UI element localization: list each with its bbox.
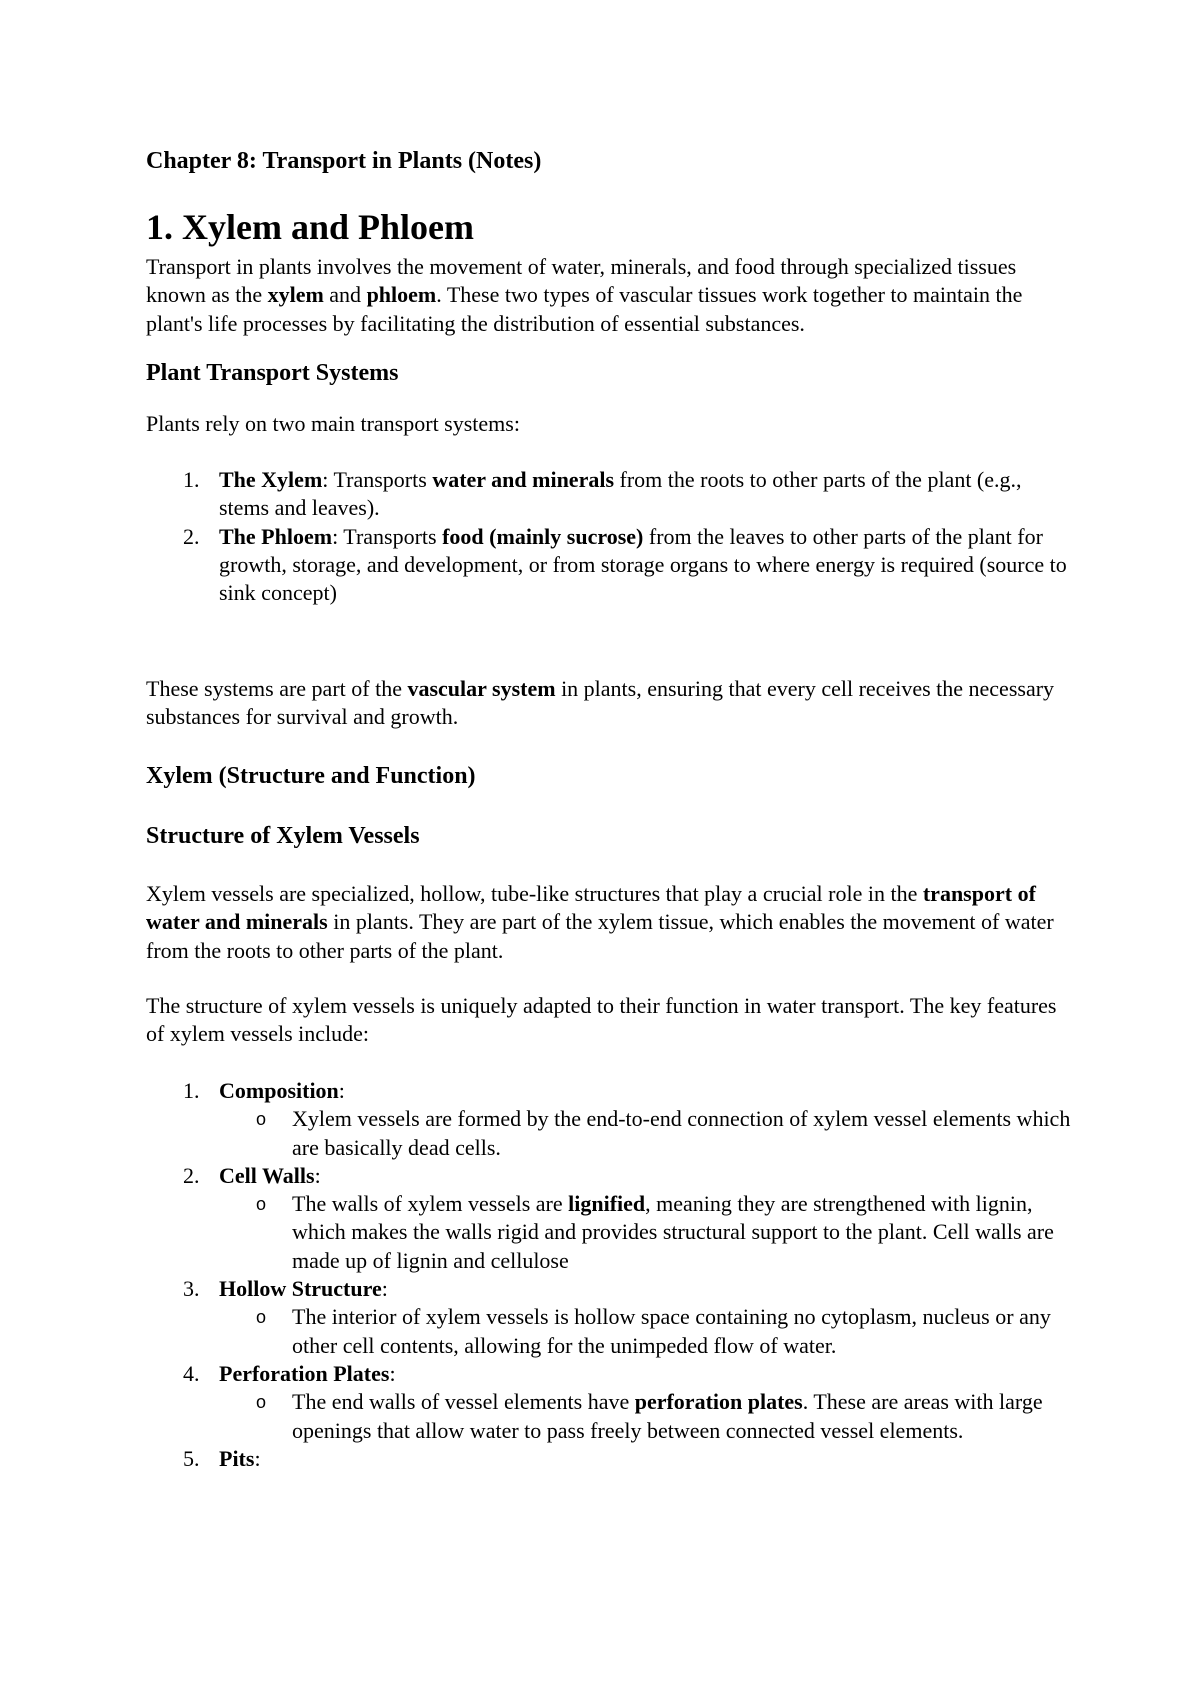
vascular-system-paragraph	[146, 675, 1076, 732]
list-text: from the leaves to other parts of the plant for growth, storage, and development, or from storage organs to where energy is required (source to sink concept)	[219, 523, 1067, 606]
list-text: from the roots to other parts of the plant (e.g., stems and leaves).	[219, 467, 1022, 521]
list-number: 5.	[183, 1445, 200, 1471]
sub-item	[219, 1190, 1076, 1275]
term-colon: :	[338, 1078, 345, 1103]
feature-cell-walls	[146, 1162, 1076, 1275]
term-cell-walls: Cell Walls	[219, 1162, 315, 1188]
sub-item-text: . These are areas with large openings that allow water to pass freely between connected vessel elements.	[292, 1389, 1043, 1443]
feature-hollow-structure	[146, 1275, 1076, 1360]
bold-water-and-minerals: water and minerals	[432, 467, 615, 492]
term-pits: Pits	[219, 1445, 255, 1471]
bold-vascular-system: vascular system	[407, 676, 556, 701]
term-colon: :	[314, 1162, 321, 1188]
term-hollow-structure: Hollow Structure	[219, 1276, 382, 1302]
circle-bullet-icon: o	[256, 1307, 267, 1328]
sub-item-text: The end walls of vessel elements have	[292, 1389, 635, 1415]
bold-lignified: lignified	[568, 1191, 646, 1217]
term-colon: :	[381, 1276, 388, 1302]
term-colon: :	[389, 1360, 396, 1386]
xylem-features-list	[146, 1077, 1076, 1473]
term-the-phloem: The Phloem	[219, 523, 333, 549]
transport-lead: Plants rely on two main transport systems:	[146, 411, 520, 436]
sub-item-text: , meaning they are strengthened with lignin, which makes the walls rigid and provides structural support to the plant. Cell walls are made up of lignin and cellulose	[292, 1191, 1054, 1273]
sub-item-text: Xylem vessels are formed by the end-to-end connection of xylem vessel elements which are basically dead cells.	[292, 1106, 1071, 1160]
feature-sublist	[219, 1190, 1076, 1275]
intro-text: Transport in plants involves the movement of water, minerals, and food through specialized tissues known as the	[146, 254, 1017, 308]
para-text: Xylem vessels are specialized, hollow, tube-like structures that play a crucial role in the	[146, 881, 923, 906]
feature-sublist	[219, 1303, 1076, 1360]
para-text: in plants. They are part of the xylem tissue, which enables the movement of water from the roots to other parts of the plant.	[146, 909, 1054, 963]
list-text: : Transports	[322, 467, 433, 492]
term-the-xylem: The Xylem	[219, 467, 323, 492]
list-number: 4.	[183, 1360, 200, 1386]
intro-text: . These two types of vascular tissues work together to maintain the plant's life processes by facilitating the distribution of essential substances.	[146, 282, 1023, 336]
intro-text: and	[323, 282, 367, 308]
circle-bullet-icon: o	[256, 1109, 267, 1130]
term-composition: Composition	[219, 1078, 339, 1103]
feature-sublist	[219, 1388, 1076, 1445]
bold-food-mainly-sucrose: food (mainly sucrose)	[442, 523, 644, 549]
list-number: 2.	[183, 523, 200, 549]
list-number: 1.	[183, 467, 200, 492]
circle-bullet-icon: o	[256, 1392, 267, 1413]
sub-item-text: The walls of xylem vessels are	[292, 1191, 569, 1217]
heading-plant-transport-systems: Plant Transport Systems	[146, 360, 399, 386]
sub-item-text: The interior of xylem vessels is hollow space containing no cytoplasm, nucleus or any other cell contents, allowing for the unimpeded flow of water.	[292, 1304, 1051, 1358]
heading-structure-of-xylem-vessels: Structure of Xylem Vessels	[146, 823, 420, 849]
circle-bullet-icon: o	[256, 1194, 267, 1215]
sub-item	[219, 1388, 1076, 1445]
closing-text: These systems are part of the	[146, 676, 408, 701]
chapter-title: Chapter 8: Transport in Plants (Notes)	[146, 148, 542, 174]
list-number: 2.	[183, 1162, 200, 1188]
feature-sublist	[219, 1105, 1076, 1162]
list-item-phloem	[146, 523, 1076, 608]
term-perforation-plates: Perforation Plates	[219, 1360, 390, 1386]
transport-systems-list	[146, 466, 1076, 607]
closing-text: in plants, ensuring that every cell receives the necessary substances for survival and growth.	[146, 676, 1055, 730]
intro-bold-phloem: phloem	[366, 282, 437, 308]
sub-item	[219, 1105, 1076, 1162]
bold-transport-of-water: transport of water and minerals	[146, 881, 1036, 935]
intro-paragraph	[146, 253, 1076, 338]
term-colon: :	[254, 1445, 261, 1471]
bold-perforation-plates: perforation plates	[634, 1389, 803, 1415]
list-number: 3.	[183, 1276, 200, 1302]
sub-item	[219, 1303, 1076, 1360]
intro-bold-xylem: xylem	[267, 282, 324, 308]
list-item-xylem	[146, 466, 1076, 523]
section-heading-xylem-and-phloem: 1. Xylem and Phloem	[146, 207, 474, 247]
list-number: 1.	[183, 1078, 200, 1103]
feature-composition	[146, 1077, 1076, 1162]
heading-xylem-structure-function: Xylem (Structure and Function)	[146, 763, 476, 789]
feature-perforation-plates	[146, 1360, 1076, 1445]
list-text: : Transports	[332, 523, 443, 549]
xylem-features-intro: The structure of xylem vessels is uniquely adapted to their function in water transport. The key features of xylem vessels include:	[146, 993, 1057, 1047]
feature-pits	[146, 1445, 1076, 1473]
xylem-vessels-paragraph	[146, 880, 1076, 965]
